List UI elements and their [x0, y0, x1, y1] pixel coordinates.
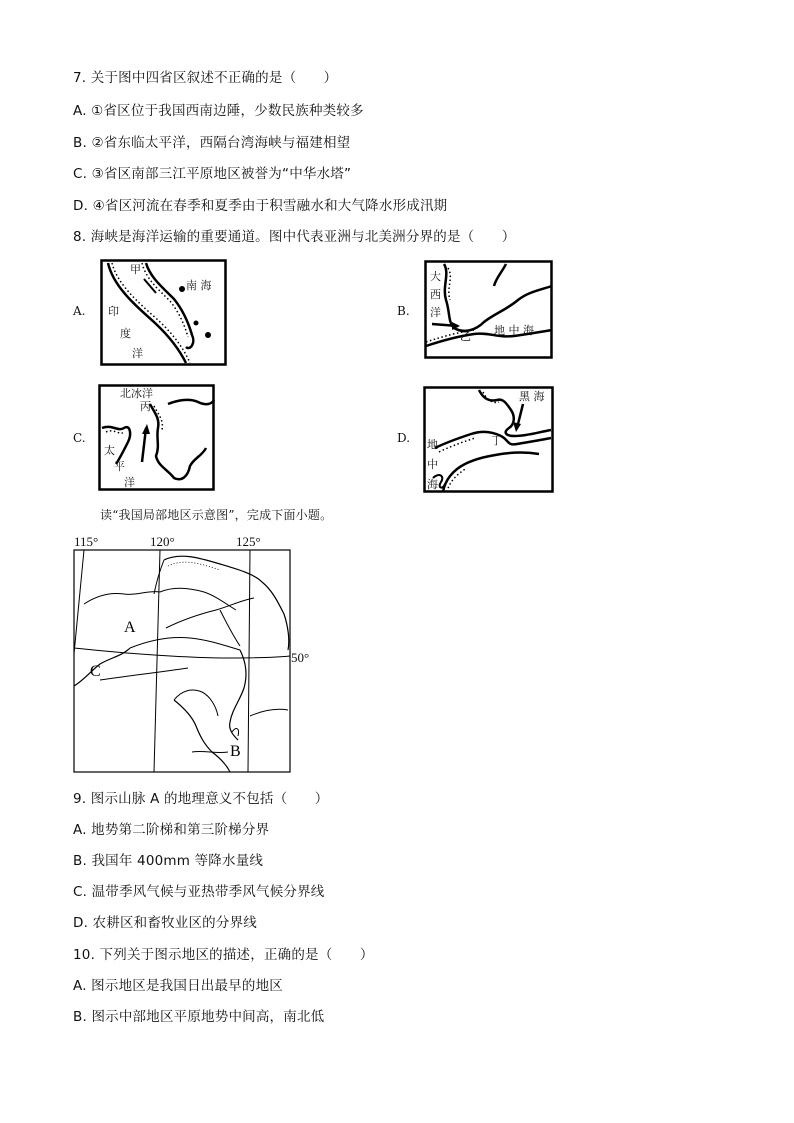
lat-50-label: 50° [291, 650, 310, 665]
map-b-label-yang: 洋 [430, 306, 441, 319]
region-label-c: C [90, 663, 101, 680]
q7-option-b: B. ②省东临太平洋，西隔台湾海峡与福建相望 [73, 135, 351, 151]
map-a-label-du: 度 [120, 327, 131, 340]
map-d-label-di: 地 [427, 438, 438, 451]
q7-option-c: C. ③省区南部三江平原地区被誉为“中华水塔” [73, 166, 352, 182]
map-a-letter: A. [73, 304, 86, 318]
map-c-label-bing: 丙 [140, 400, 151, 413]
map-a-label-yin: 印 [108, 305, 119, 318]
strait-map-a [100, 259, 228, 367]
lon-115-label: 115° [74, 534, 99, 549]
q7-stem: 7. 关于图中四省区叙述不正确的是（ ） [73, 70, 338, 86]
map-c-label-yang: 洋 [124, 476, 135, 489]
lon-125-label: 125° [236, 534, 261, 549]
map-a-label-yang: 洋 [132, 347, 143, 360]
strait-map-c [98, 384, 216, 492]
map-c-letter: C. [73, 431, 86, 445]
q10-option-b: B. 图示中部地区平原地势中间高，南北低 [73, 1009, 325, 1025]
q9-option-b: B. 我国年 400mm 等降水量线 [73, 853, 264, 869]
q9-option-a: A. 地势第二阶梯和第三阶梯分界 [73, 822, 270, 838]
map-d-letter: D. [397, 431, 411, 445]
region-map [70, 530, 320, 775]
map-d-label-zhong: 中 [427, 458, 438, 471]
map-c-label-tai: 太 [104, 444, 115, 457]
strait-map-b [424, 260, 554, 360]
map-d-label-heihai: 黑 海 [519, 390, 545, 403]
strait-map-d [423, 386, 555, 494]
map-b-label-xi: 西 [430, 288, 441, 301]
map-b-label-dizhonghai: 地 中 海 [494, 324, 534, 337]
region-label-b: B [230, 743, 241, 760]
map-c-label-ping: 平 [114, 460, 125, 473]
intro-text: 读“我国局部地区示意图”，完成下面小题。 [100, 508, 333, 522]
q9-stem: 9. 图示山脉 A 的地理意义不包括（ ） [73, 791, 329, 807]
q9-option-d: D. 农耕区和畜牧业区的分界线 [73, 915, 257, 931]
map-b-letter: B. [397, 304, 410, 318]
q10-option-a: A. 图示地区是我国日出最早的地区 [73, 978, 283, 994]
map-d-label-hai: 海 [427, 478, 438, 491]
map-a-label-nanhai: 南 海 [186, 279, 212, 292]
q9-option-c: C. 温带季风气候与亚热带季风气候分界线 [73, 884, 325, 900]
map-a-label-jia: 甲 [130, 263, 141, 276]
map-b-label-da: 大 [430, 270, 441, 283]
region-label-a: A [124, 619, 136, 636]
map-d-label-ding: 丁 [491, 434, 502, 447]
q7-option-d: D. ④省区河流在春季和夏季由于积雪融水和大气降水形成汛期 [73, 198, 448, 214]
q10-stem: 10. 下列关于图示地区的描述，正确的是（ ） [73, 947, 374, 963]
map-c-label-beibingyang: 北冰洋 [120, 387, 153, 400]
lon-120-label: 120° [150, 534, 175, 549]
map-b-label-yi: 乙 [460, 330, 471, 343]
q7-option-a: A. ①省区位于我国西南边陲，少数民族种类较多 [73, 103, 364, 119]
q8-stem: 8. 海峡是海洋运输的重要通道。图中代表亚洲与北美洲分界的是（ ） [73, 229, 516, 245]
